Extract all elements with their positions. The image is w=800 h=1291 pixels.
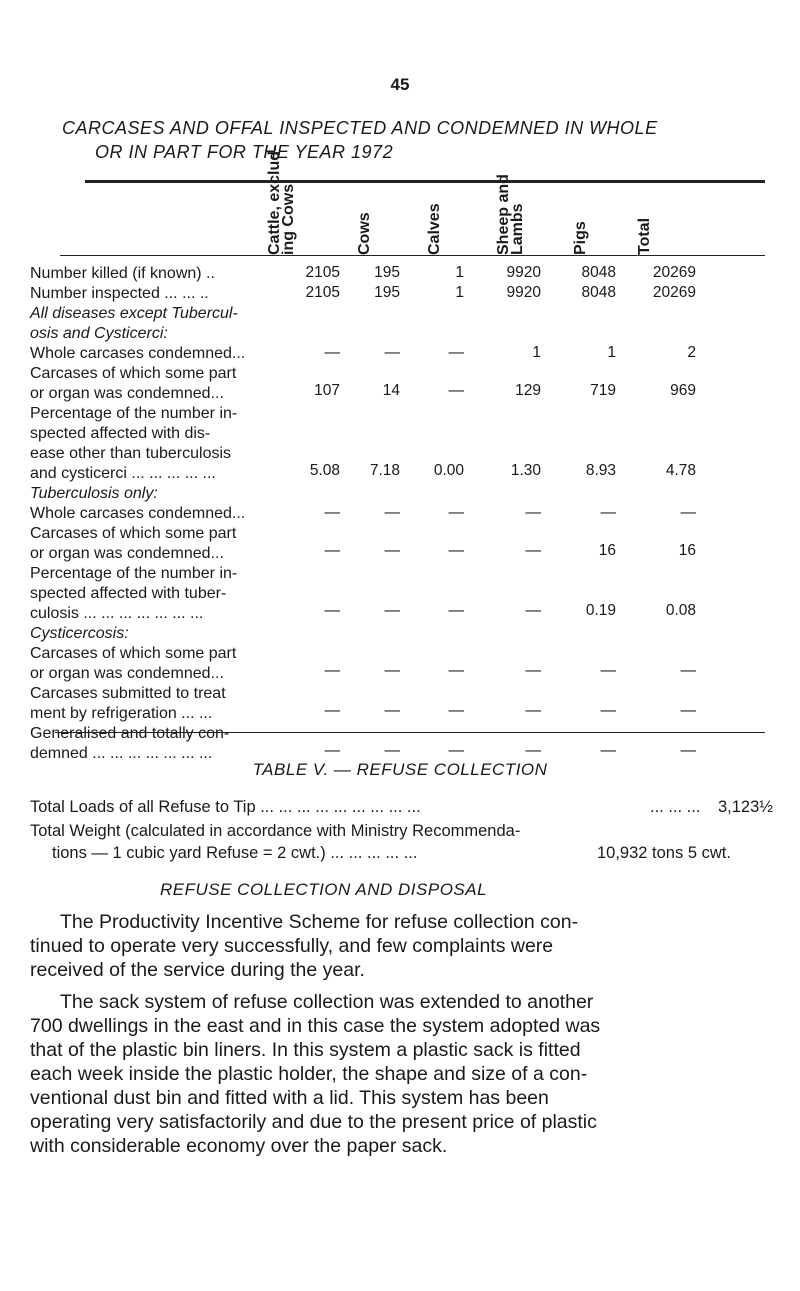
table-row-label — [30, 524, 236, 564]
paragraph-line: with considerable economy over the paper sack. — [30, 1135, 448, 1157]
table-cell: — — [448, 602, 464, 619]
paragraph-line: that of the plastic bin liners. In this system a plastic sack is fitted — [30, 1039, 581, 1061]
refuse-paragraph-1 — [30, 910, 770, 982]
table-cell: — — [600, 742, 616, 759]
table-cell: — — [525, 542, 541, 559]
column-header-line: Pigs — [572, 221, 589, 255]
table-cell: — — [525, 602, 541, 619]
table-cell: 129 — [515, 382, 541, 399]
table-cell: 20269 — [652, 264, 696, 281]
row-label-line: Carcases of which some part — [30, 365, 237, 382]
table-top-rule — [85, 180, 765, 183]
table-cell: 1 — [455, 264, 464, 281]
table-cell: 8048 — [581, 284, 616, 301]
column-header-line: Cows — [356, 212, 373, 255]
table-cell: — — [680, 742, 696, 759]
table-cell: 9920 — [506, 284, 541, 301]
table-cell: — — [600, 702, 616, 719]
row-label-line: spected affected with dis- — [30, 425, 211, 442]
table-cell: — — [525, 504, 541, 521]
total-weight-line-2 — [52, 843, 731, 864]
table-header-rule — [60, 255, 765, 256]
table-cell: — — [525, 702, 541, 719]
table-row-label — [30, 264, 215, 284]
column-header-line: Lambs — [509, 203, 526, 255]
table-cell: — — [324, 602, 340, 619]
table-cell: 195 — [374, 284, 400, 301]
column-header — [638, 163, 662, 255]
table-cell: — — [448, 662, 464, 679]
table-cell: 1 — [607, 344, 616, 361]
column-header-line: Cattle, exclud- — [266, 145, 283, 255]
table-cell: 4.78 — [665, 462, 696, 479]
paragraph-line: ventional dust bin and fitted with a lid. This system has been — [30, 1087, 549, 1109]
table-cell: — — [384, 742, 400, 759]
table-cell: 1.30 — [510, 462, 541, 479]
row-label-line: or organ was condemned... — [30, 545, 224, 562]
row-label-line: demned ... ... ... ... ... ... ... — [30, 745, 213, 762]
table-cell: 8048 — [581, 264, 616, 281]
table-cell: — — [384, 702, 400, 719]
table-cell: — — [448, 542, 464, 559]
row-label-line: Percentage of the number in- — [30, 565, 238, 582]
row-label-line: and cysticerci ... ... ... ... ... — [30, 465, 216, 482]
page-number: 45 — [390, 75, 410, 94]
table-row-label — [30, 504, 245, 524]
total-loads-line — [30, 797, 774, 818]
paragraph-line: operating very satisfactorily and due to the present price of plastic — [30, 1111, 597, 1133]
table-row-label — [30, 724, 229, 764]
row-label-line: or organ was condemned... — [30, 385, 224, 402]
table-cell: — — [448, 382, 464, 399]
column-header — [428, 163, 452, 255]
table-cell: 2105 — [305, 284, 340, 301]
table-cell: 14 — [382, 382, 400, 399]
total-weight-line-1: Total Weight (calculated in accordance with Ministry Recommenda- — [30, 822, 521, 840]
table-cell: — — [525, 662, 541, 679]
table-cell: 195 — [374, 264, 400, 281]
column-header-line: Calves — [426, 203, 443, 255]
table-cell: — — [324, 344, 340, 361]
page-title-line-2: OR IN PART FOR THE YEAR 1972 — [95, 142, 394, 162]
table-cell: 8.93 — [585, 462, 616, 479]
paragraph-line: The Productivity Incentive Scheme for refuse collection con- — [60, 911, 579, 933]
table-row-label — [30, 404, 237, 484]
table-row-label — [30, 364, 236, 404]
refuse-section-heading: REFUSE COLLECTION AND DISPOSAL — [160, 880, 488, 899]
table-cell: — — [384, 662, 400, 679]
table-cell: — — [448, 702, 464, 719]
table-cell: 969 — [670, 382, 696, 399]
table-cell: — — [384, 542, 400, 559]
table-cell: — — [448, 742, 464, 759]
paragraph-line: each week inside the plastic holder, the shape and size of a con- — [30, 1063, 588, 1085]
paragraph-line: 700 dwellings in the east and in this case the system adopted was — [30, 1015, 601, 1037]
column-header — [574, 163, 598, 255]
table-row-label — [30, 484, 158, 504]
refuse-paragraph-2 — [30, 990, 770, 1158]
row-label-line: Percentage of the number in- — [30, 405, 238, 422]
page-title-line-1: CARCASES AND OFFAL INSPECTED AND CONDEMNED IN WHOLE — [62, 118, 658, 138]
row-label-line: Carcases of which some part — [30, 525, 237, 542]
table-cell: — — [680, 702, 696, 719]
table-row-label — [30, 344, 245, 364]
row-label-line: or organ was condemned... — [30, 665, 224, 682]
column-header-line: ing Cows — [280, 183, 297, 255]
table-cell: 9920 — [506, 264, 541, 281]
row-label-line: Number inspected ... ... .. — [30, 285, 209, 302]
row-label-line: ment by refrigeration ... ... — [30, 705, 213, 722]
row-label-line: spected affected with tuber- — [30, 585, 227, 602]
table-cell: — — [680, 662, 696, 679]
table-row-label — [30, 684, 226, 724]
table-cell: 0.19 — [585, 602, 616, 619]
table-cell: 107 — [314, 382, 340, 399]
total-weight-value: 10,932 tons 5 cwt. — [597, 844, 731, 862]
column-header — [266, 145, 297, 255]
table-cell: — — [324, 662, 340, 679]
table-cell: — — [680, 504, 696, 521]
table-cell: 7.18 — [369, 462, 400, 479]
table-cell: 16 — [598, 542, 616, 559]
table-cell: 1 — [532, 344, 541, 361]
column-header-line: Sheep and — [495, 174, 512, 255]
table-cell: 1 — [455, 284, 464, 301]
row-label-line: Carcases of which some part — [30, 645, 237, 662]
table-row-label — [30, 624, 129, 644]
table-cell: — — [525, 742, 541, 759]
table-cell: 0.00 — [433, 462, 464, 479]
row-label-line: Cysticercosis: — [30, 625, 129, 642]
table-cell: 2 — [687, 344, 696, 361]
row-label-line: culosis ... ... ... ... ... ... ... — [30, 605, 204, 622]
table-cell: 719 — [590, 382, 616, 399]
table-cell: — — [324, 542, 340, 559]
table-cell: — — [448, 344, 464, 361]
row-label-line: Whole carcases condemned... — [30, 505, 246, 522]
column-header-line: Total — [636, 217, 653, 255]
table-cell: — — [384, 504, 400, 521]
table-row-label — [30, 284, 209, 304]
row-label-line: Number killed (if known) .. — [30, 265, 215, 282]
table-v-caption: TABLE V. — REFUSE COLLECTION — [252, 760, 548, 779]
table-row-label — [30, 644, 236, 684]
total-loads-value: 3,123½ — [718, 798, 774, 816]
table-cell: — — [324, 504, 340, 521]
table-bottom-rule — [55, 732, 765, 733]
row-label-line: ease other than tuberculosis — [30, 445, 232, 462]
table-cell: — — [324, 742, 340, 759]
column-header — [495, 163, 526, 255]
paragraph-line: The sack system of refuse collection was extended to another — [60, 991, 594, 1013]
row-label-line: Whole carcases condemned... — [30, 345, 246, 362]
total-weight-label: tions — 1 cubic yard Refuse = 2 cwt.) ... ... ... ... ... — [52, 844, 418, 862]
table-cell: — — [600, 504, 616, 521]
row-label-line: Carcases submitted to treat — [30, 685, 226, 702]
row-label-line: All diseases except Tubercul- — [30, 305, 238, 322]
row-label-line: osis and Cysticerci: — [30, 325, 168, 342]
table-cell: 0.08 — [665, 602, 696, 619]
table-cell: 5.08 — [309, 462, 340, 479]
paragraph-line: tinued to operate very successfully, and few complaints were — [30, 935, 554, 957]
total-loads-dots: ... ... ... — [650, 798, 701, 816]
total-loads-label: Total Loads of all Refuse to Tip ... ... ... ... ... ... ... ... ... — [30, 798, 421, 816]
table-row-label — [30, 564, 237, 624]
table-cell: 20269 — [652, 284, 696, 301]
table-cell: — — [384, 602, 400, 619]
table-cell: — — [324, 702, 340, 719]
row-label-line: Generalised and totally con- — [30, 725, 230, 742]
row-label-line: Tuberculosis only: — [30, 485, 158, 502]
table-row-label — [30, 304, 238, 344]
table-cell: 16 — [678, 542, 696, 559]
table-cell: — — [600, 662, 616, 679]
table-cell: 2105 — [305, 264, 340, 281]
paragraph-line: received of the service during the year. — [30, 959, 365, 981]
column-header — [358, 163, 382, 255]
table-cell: — — [448, 504, 464, 521]
table-cell: — — [384, 344, 400, 361]
